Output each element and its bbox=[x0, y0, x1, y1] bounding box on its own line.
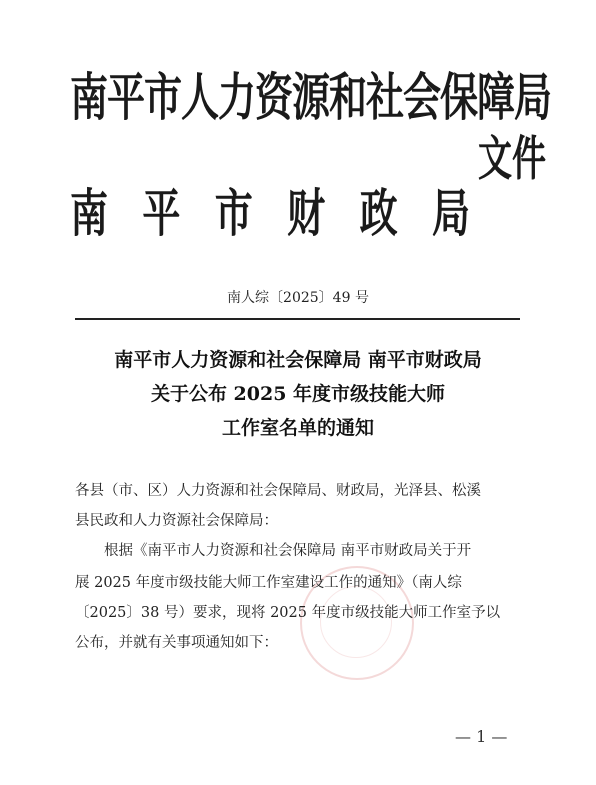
body-line-3: 根据《南平市人力资源和社会保障局 南平市财政局关于开 bbox=[104, 543, 472, 559]
body-line-2: 县民政和人力资源社会保障局： bbox=[75, 513, 278, 529]
org-line-2-char: 市 bbox=[214, 183, 253, 244]
title-line-2: 关于公布 2025 年度市级技能大师 bbox=[150, 383, 446, 405]
header-divider bbox=[75, 318, 520, 320]
org-line-2-char: 局 bbox=[431, 183, 470, 244]
org-line-2-char: 政 bbox=[359, 183, 398, 244]
document-suffix: 文件 bbox=[478, 131, 546, 188]
org-line-2-char: 南 bbox=[70, 183, 109, 244]
title-line-3: 工作室名单的通知 bbox=[221, 417, 374, 439]
page-number: — 1 — bbox=[455, 727, 508, 746]
document-number: 南人综〔2025〕49 号 bbox=[227, 290, 369, 306]
body-line-5: 〔2025〕38 号）要求，现将 2025 年度市级技能大师工作室予以 bbox=[75, 605, 501, 621]
body-line-4: 展 2025 年度市级技能大师工作室建设工作的通知》（南人综 bbox=[75, 575, 462, 591]
org-line-2-char: 平 bbox=[142, 183, 181, 244]
issuing-org-line-2 bbox=[70, 183, 470, 244]
body-line-1: 各县（市、区）人力资源和社会保障局、财政局，光泽县、松溪 bbox=[75, 483, 481, 499]
title-line-1: 南平市人力资源和社会保障局 南平市财政局 bbox=[114, 349, 482, 371]
body-line-6: 公布，并就有关事项通知如下： bbox=[75, 635, 278, 651]
org-line-2-char: 财 bbox=[287, 183, 326, 244]
issuing-org-line-1: 南平市人力资源和社会保障局 bbox=[70, 67, 552, 128]
